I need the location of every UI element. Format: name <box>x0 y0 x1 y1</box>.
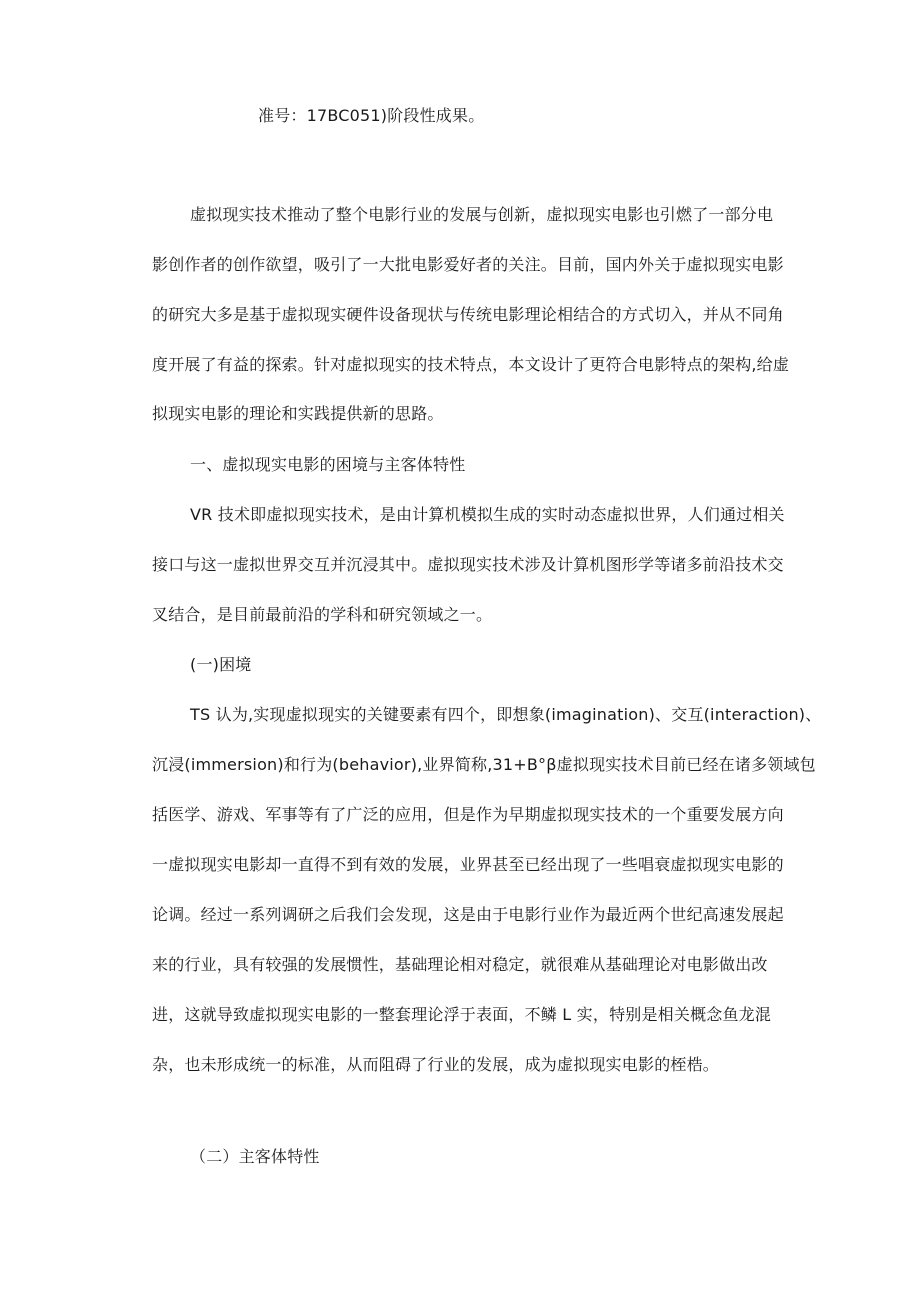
subsection-paragraph-line: 沉浸(immersion)和行为(behavior),业界简称,31+B°β虚拟现实技术目前已经在诸多领域包 <box>152 755 816 774</box>
subsection-paragraph-line: 杂，也未形成统一的标准，从而阻碍了行业的发展，成为虚拟现实电影的桎梏。 <box>152 1055 720 1074</box>
subsection-paragraph-line: 论调。经过一系列调研之后我们会发现，这是由于电影行业作为最近两个世纪高速发展起 <box>152 905 784 924</box>
subsection-paragraph-line: TS 认为,实现虚拟现实的关键要素有四个，即想象(imagination)、交互(interaction)、 <box>190 705 822 724</box>
funding-note: 准号：17BC051)阶段性成果。 <box>258 106 485 125</box>
section-paragraph-line: VR 技术即虚拟现实技术，是由计算机模拟生成的实时动态虚拟世界，人们通过相关 <box>190 505 785 524</box>
intro-line: 拟现实电影的理论和实践提供新的思路。 <box>152 404 444 423</box>
intro-line: 虚拟现实技术推动了整个电影行业的发展与创新，虚拟现实电影也引燃了一部分电 <box>190 205 774 224</box>
section-paragraph-line: 接口与这一虚拟世界交互并沉浸其中。虚拟现实技术涉及计算机图形学等诸多前沿技术交 <box>152 555 784 574</box>
subsection-paragraph-line: 括医学、游戏、军事等有了广泛的应用，但是作为早期虚拟现实技术的一个重要发展方向 <box>152 805 784 824</box>
subsection-heading: (一)困境 <box>190 655 252 674</box>
intro-line: 的研究大多是基于虚拟现实硬件设备现状与传统电影理论相结合的方式切入，并从不同角 <box>152 305 784 324</box>
subsection-paragraph-line: 一虚拟现实电影却一直得不到有效的发展，业界甚至已经出现了一些唱衰虚拟现实电影的 <box>152 855 784 874</box>
intro-line: 影创作者的创作欲望，吸引了一大批电影爱好者的关注。目前，国内外关于虚拟现实电影 <box>152 255 784 274</box>
subsection-paragraph-line: 来的行业，具有较强的发展惯性，基础理论相对稳定，就很难从基础理论对电影做出改 <box>152 955 768 974</box>
subsection-heading: （二）主客体特性 <box>190 1147 320 1166</box>
intro-line: 度开展了有益的探索。针对虚拟现实的技术特点，本文设计了更符合电影特点的架构,给虚 <box>152 355 790 374</box>
section-heading: 一、虚拟现实电影的困境与主客体特性 <box>190 455 466 474</box>
section-paragraph-line: 叉结合，是目前最前沿的学科和研究领域之一。 <box>152 605 493 624</box>
subsection-paragraph-line: 进，这就导致虚拟现实电影的一整套理论浮于表面，不鳞 L 实，特别是相关概念鱼龙混 <box>152 1005 772 1024</box>
